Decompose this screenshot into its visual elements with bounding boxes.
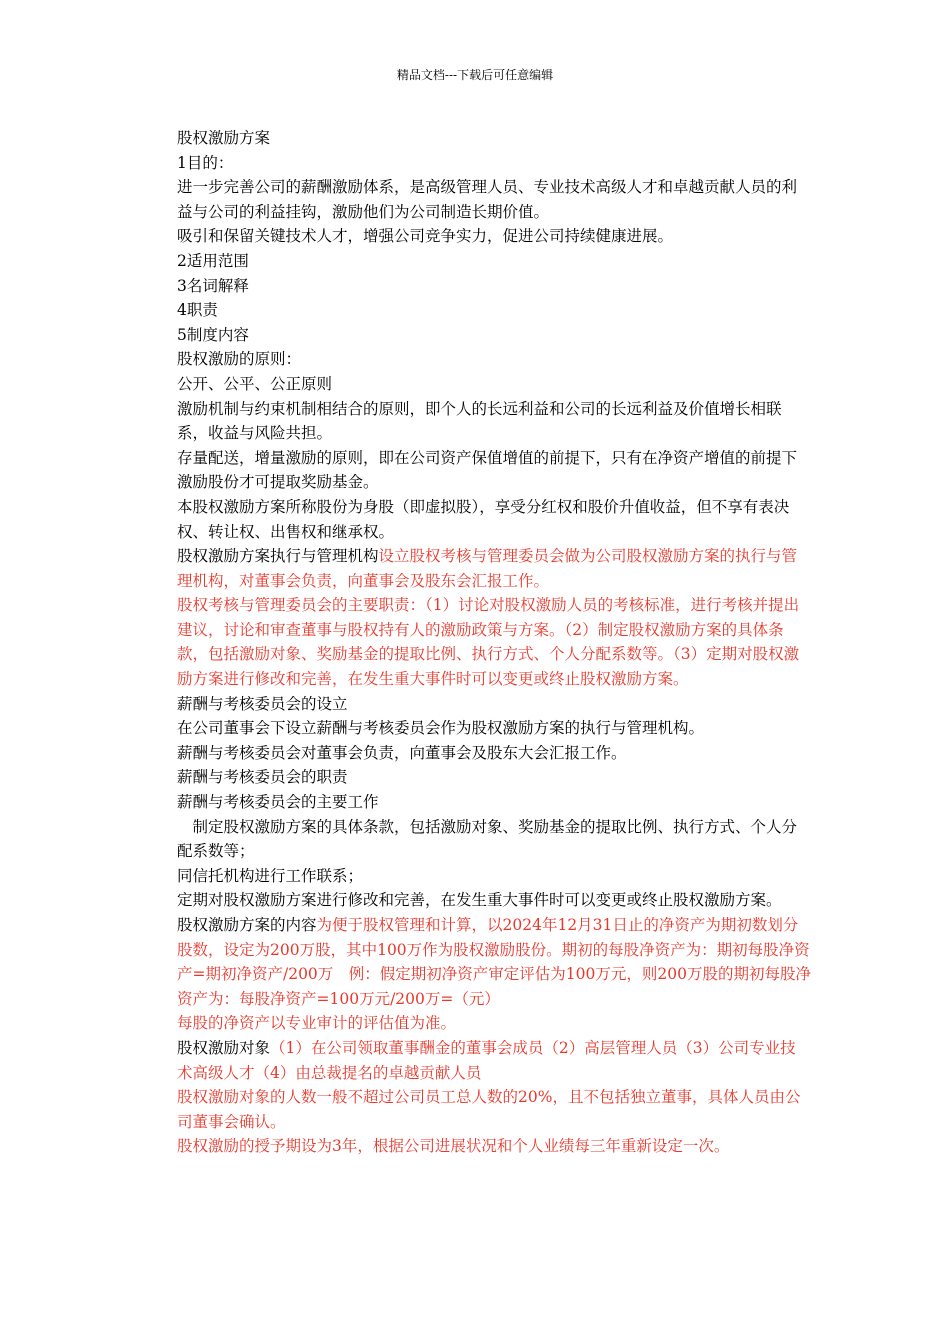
- paragraph-text: 1目的：: [177, 153, 234, 172]
- paragraph: [177, 790, 811, 815]
- paragraph-text: 存量配送，增量激励的原则，即在公司资产保值增值的前提下，只有在净资产增值的前提下激励股份才可提取奖励基金。: [177, 448, 798, 492]
- paragraph-text: 进一步完善公司的薪酬激励体系，是高级管理人员、专业技术高级人才和卓越贡献人员的利益与公司的利益挂钩，激励他们为公司制造长期价值。: [177, 178, 798, 221]
- page-header: 精品文档---下载后可任意编辑: [396, 68, 554, 82]
- paragraph: [177, 741, 811, 766]
- document-body: [177, 126, 811, 1159]
- paragraph-text: 吸引和保留关键技术人才，增强公司竞争实力，促进公司持续健康进展。: [177, 227, 674, 246]
- paragraph: [177, 495, 811, 544]
- paragraph: [177, 397, 811, 446]
- paragraph: [177, 323, 811, 348]
- paragraph: [177, 765, 811, 790]
- paragraph: [177, 815, 811, 864]
- paragraph: [177, 716, 811, 741]
- paragraph-highlight-text: 股权激励的授予期设为3年，根据公司进展状况和个人业绩每三年重新设定一次。: [177, 1137, 730, 1156]
- document-title: 股权激励方案: [177, 129, 271, 147]
- paragraph: [177, 593, 811, 691]
- paragraph: [177, 544, 811, 593]
- paragraph: [177, 1085, 811, 1134]
- paragraph-text: 股权激励对象: [177, 1038, 271, 1057]
- paragraph-highlight-text: 每股的净资产以专业审计的评估值为准。: [177, 1014, 457, 1033]
- paragraph: [177, 692, 811, 717]
- paragraph-text: 股权激励的原则：: [177, 350, 302, 369]
- paragraph-text: 激励机制与约束机制相结合的原则，即个人的长远利益和公司的长远利益及价值增长相联系，收益与风险共担。: [177, 399, 782, 443]
- paragraph-highlight-text: 设立股权考核与管理委员会做为公司股权激励方案的执行与管理机构，对董事会负责，向董事会及股东会汇报工作。: [177, 547, 798, 590]
- paragraph-text: 股权激励方案的内容: [177, 916, 317, 934]
- paragraph-text: 3名词解释: [177, 276, 249, 295]
- paragraph: [177, 249, 811, 274]
- paragraph: [177, 224, 811, 249]
- paragraph: [177, 864, 811, 889]
- paragraph-text: 股权激励方案执行与管理机构: [177, 547, 379, 566]
- paragraph-text: 薪酬与考核委员会的职责: [177, 768, 348, 787]
- paragraph: [177, 372, 811, 397]
- paragraph: [177, 888, 811, 913]
- paragraph-text: 薪酬与考核委员会的主要工作: [177, 793, 379, 812]
- paragraph: [177, 1036, 811, 1085]
- paragraph-text: 4职责: [177, 301, 218, 320]
- paragraph: [177, 347, 811, 372]
- paragraph-text: 本股权激励方案所称股份为身股（即虚拟股），享受分红权和股价升值收益，但不享有表决权、转让权、出售权和继承权。: [177, 497, 790, 541]
- paragraph-highlight-text: 股权激励对象的人数一般不超过公司员工总人数的20%，且不包括独立董事，具体人员由公司董事会确认。: [177, 1088, 801, 1131]
- paragraph-text: 公开、公平、公正原则: [177, 374, 333, 393]
- paragraph-text: 制定股权激励方案的具体条款，包括激励对象、奖励基金的提取比例、执行方式、个人分配系数等；: [177, 817, 798, 861]
- paragraph-text: 薪酬与考核委员会的设立: [177, 694, 348, 713]
- paragraph-highlight-text: 为便于股权管理和计算，以2024年12月31日止的净资产为期初数划分股数，设定为200万股，其中100万作为股权激励股份。期初的每股净资产为：期初每股净资产=期初净资产/200万 例：假定期初净资产审定评估为100万元，则200万股的期初每股净资产为：每股净资产=100万元/200万=（元）: [177, 916, 811, 1008]
- paragraph: [177, 1011, 811, 1036]
- paragraph-highlight-text: 股权考核与管理委员会的主要职责：（1）讨论对股权激励人员的考核标准，进行考核并提出建议，讨论和审查董事与股权持有人的激励政策与方案。（2）制定股权激励方案的具体条款，包括激励对象、奖励基金的提取比例、执行方式、个人分配系数等。（3）定期对股权激励方案进行修改和完善，在发生重大事件时可以变更或终止股权激励方案。: [177, 596, 800, 689]
- paragraph-text: 定期对股权激励方案进行修改和完善，在发生重大事件时可以变更或终止股权激励方案。: [177, 891, 782, 910]
- paragraph: [177, 1134, 811, 1159]
- paragraph: [177, 175, 811, 224]
- paragraph-text: 5制度内容: [177, 325, 249, 344]
- paragraph-text: 2适用范围: [177, 251, 249, 270]
- paragraph-highlight-text: （1）在公司领取董事酬金的董事会成员（2）高层管理人员（3）公司专业技术高级人才（4）由总裁提名的卓越贡献人员: [177, 1038, 796, 1082]
- paragraph-text: 同信托机构进行工作联系；: [177, 866, 364, 885]
- paragraph: [177, 151, 811, 176]
- paragraph: [177, 274, 811, 299]
- paragraph: [177, 298, 811, 323]
- paragraph-text: 在公司董事会下设立薪酬与考核委员会作为股权激励方案的执行与管理机构。: [177, 719, 705, 738]
- paragraph-text: 薪酬与考核委员会对董事会负责，向董事会及股东大会汇报工作。: [177, 743, 627, 762]
- paragraph: [177, 913, 811, 1011]
- paragraph: [177, 446, 811, 495]
